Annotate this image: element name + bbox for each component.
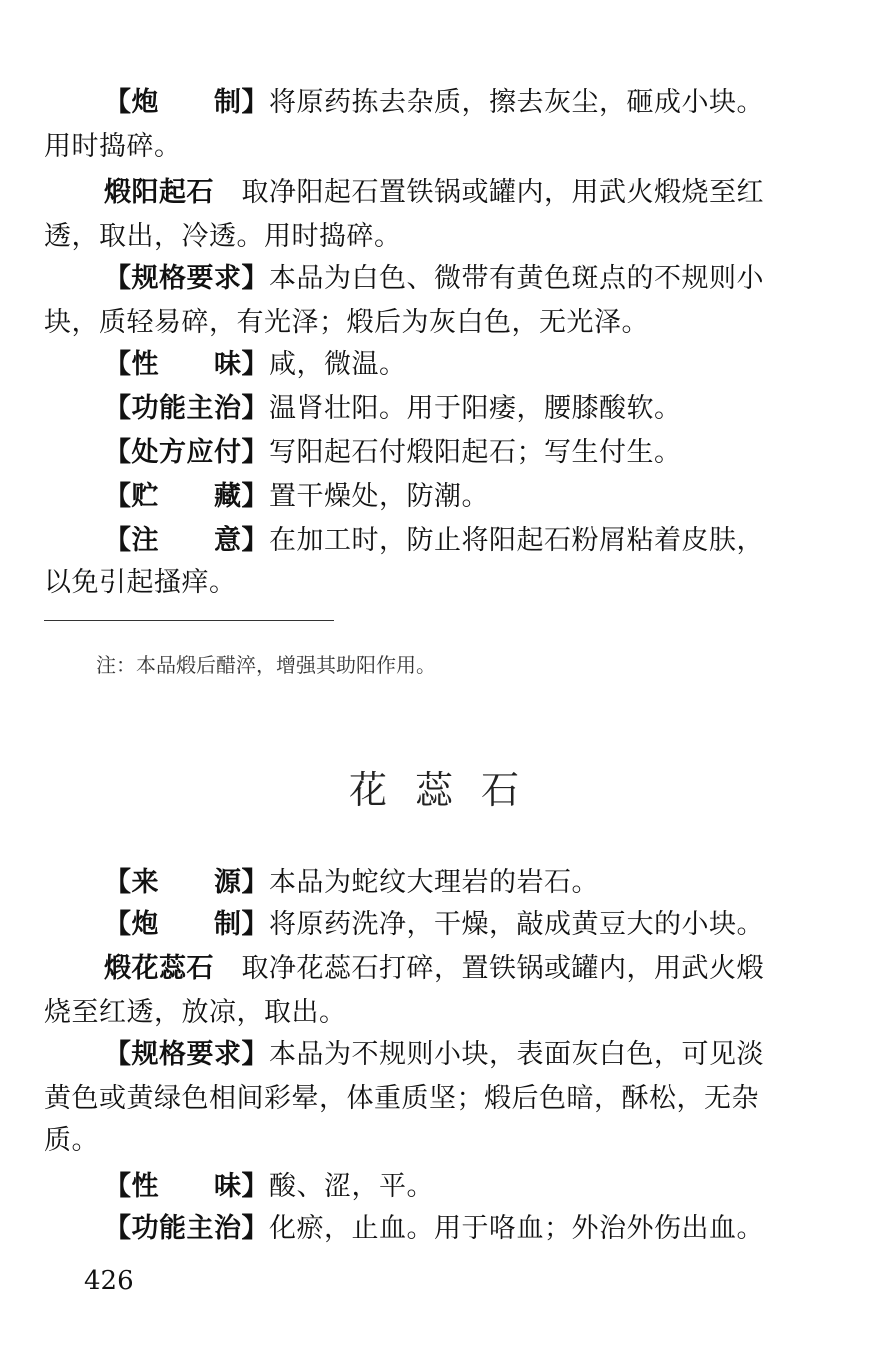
paozhi2-label: 【炮 制】 xyxy=(104,909,269,940)
chufang-entry xyxy=(104,436,814,470)
paozhi-text-cont: 用时捣碎。 xyxy=(44,131,182,162)
paozhi-text: 将原药拣去杂质，擦去灰尘，砸成小块。 xyxy=(269,87,764,118)
guige2-text: 本品为不规则小块，表面灰白色，可见淡 xyxy=(269,1039,764,1070)
laiyuan-text: 本品为蛇纹大理岩的岩石。 xyxy=(269,867,599,898)
paozhi-label: 【炮 制】 xyxy=(104,87,269,118)
footnote-separator xyxy=(44,620,334,621)
xingwei2-entry xyxy=(104,1170,814,1204)
duan2-label: 煅花蕊石 xyxy=(104,953,214,984)
gongneng2-label: 【功能主治】 xyxy=(104,1213,269,1244)
guige2-text-cont: 黄色或黄绿色相间彩晕，体重质坚；煅后色暗，酥松，无杂 xyxy=(44,1083,759,1114)
duan-text: 取净阳起石置铁锅或罐内，用武火煅烧至红 xyxy=(241,177,764,208)
paozhi2-text: 将原药洗净，干燥，敲成黄豆大的小块。 xyxy=(269,909,764,940)
laiyuan-label: 【来 源】 xyxy=(104,867,269,898)
guige2-entry xyxy=(104,1038,814,1072)
duan2-entry xyxy=(104,952,814,986)
zhuyi-label: 【注 意】 xyxy=(104,525,269,556)
zhuyi-text: 在加工时，防止将阳起石粉屑粘着皮肤， xyxy=(269,525,764,556)
gongneng-text: 温肾壮阳。用于阳痿，腰膝酸软。 xyxy=(269,393,682,424)
xingwei-label: 【性 味】 xyxy=(104,349,269,380)
guige2-text-cont2: 质。 xyxy=(44,1125,99,1156)
gongneng2-text: 化瘀，止血。用于咯血；外治外伤出血。 xyxy=(269,1213,764,1244)
guige-text: 本品为白色、微带有黄色斑点的不规则小 xyxy=(269,263,764,294)
paozhi-entry xyxy=(104,86,814,120)
xingwei2-text: 酸、涩，平。 xyxy=(269,1171,434,1202)
zhucang-text: 置干燥处，防潮。 xyxy=(269,481,489,512)
footnote: 注：本品煅后醋淬，增强其助阳作用。 xyxy=(96,653,436,677)
zhucang-label: 【贮 藏】 xyxy=(104,481,269,512)
xingwei-entry xyxy=(104,348,814,382)
duan2-text: 取净花蕊石打碎，置铁锅或罐内，用武火煅 xyxy=(241,953,764,984)
gongneng-label: 【功能主治】 xyxy=(104,393,269,424)
guige2-label: 【规格要求】 xyxy=(104,1039,269,1070)
guige-text-cont: 块，质轻易碎，有光泽；煅后为灰白色，无光泽。 xyxy=(44,307,649,338)
zhucang-entry xyxy=(104,480,814,514)
xingwei2-label: 【性 味】 xyxy=(104,1171,269,1202)
paozhi2-entry xyxy=(104,908,814,942)
page-number: 426 xyxy=(84,1266,134,1296)
guige-entry xyxy=(104,262,814,296)
chufang-label: 【处方应付】 xyxy=(104,437,269,468)
duan-text-cont: 透，取出，冷透。用时捣碎。 xyxy=(44,221,402,252)
section-title: 花蕊石 xyxy=(348,768,547,812)
zhuyi-entry xyxy=(104,524,814,558)
zhuyi-text-cont: 以免引起搔痒。 xyxy=(44,567,237,598)
chufang-text: 写阳起石付煅阳起石；写生付生。 xyxy=(269,437,682,468)
gongneng2-entry xyxy=(104,1212,814,1246)
duan2-text-cont: 烧至红透，放凉，取出。 xyxy=(44,997,347,1028)
duan-entry xyxy=(104,176,814,210)
gongneng-entry xyxy=(104,392,814,426)
xingwei-text: 咸，微温。 xyxy=(269,349,407,380)
duan-label: 煅阳起石 xyxy=(104,177,214,208)
guige-label: 【规格要求】 xyxy=(104,263,269,294)
laiyuan-entry xyxy=(104,866,814,900)
